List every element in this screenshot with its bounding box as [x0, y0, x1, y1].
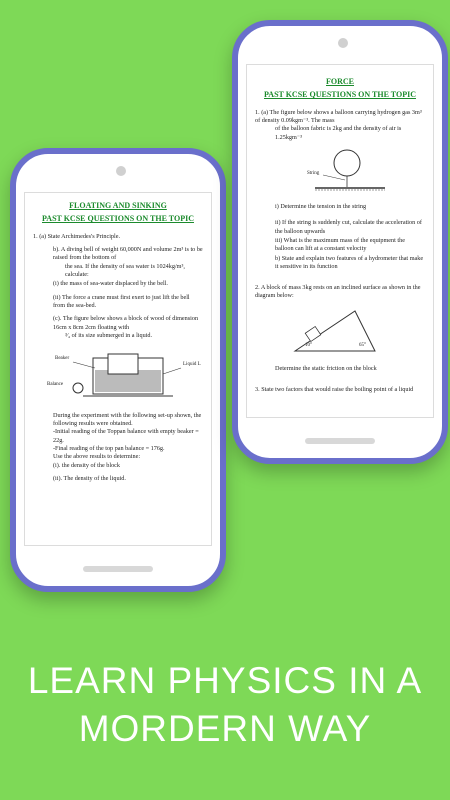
label-angle-right: 65°	[359, 343, 366, 349]
label-liquid: Liquid L	[183, 361, 201, 367]
doc-title: FORCE	[326, 77, 354, 86]
caption-line-2: MORDERN WAY	[78, 708, 372, 749]
label-angle-left: 10°	[305, 343, 312, 349]
question-text: (c). The figure below shows a block of wood of dimension 16cm x 8cm 2cm floating with	[53, 315, 199, 331]
question-text: Use the above results to determine:	[53, 453, 141, 461]
balloon-diagram	[255, 147, 425, 195]
question-text: 3. State two factors that would raise the boiling point of a liquid	[255, 385, 414, 393]
question-text: (ii) The force a crane must first exert to just lift the bell from the sea-bed.	[53, 293, 190, 310]
doc-title: FLOATING AND SINKING	[69, 201, 167, 210]
question-text: Determine the static friction on the block	[275, 365, 377, 373]
balloon-diagram-svg	[255, 147, 425, 195]
question-text: 1. (a) State Archimedes's Principle.	[33, 232, 121, 240]
caption-line-1: LEARN PHYSICS IN A	[27, 660, 423, 701]
question-text: of the balloon fabric is 2kg and the density of air is 1.25kgm⁻³	[275, 125, 402, 141]
beaker-diagram-svg	[33, 346, 203, 406]
document-force	[247, 65, 433, 394]
question-text: b) State and explain two features of a hydrometer that make it sensitive in its function	[275, 254, 424, 271]
document-floating-sinking	[25, 193, 211, 483]
question-text: (i). the density of the block	[53, 461, 121, 469]
question-text: During the experiment with the following set-up shown, the following results were obtained.	[53, 411, 202, 427]
doc-subtitle: PAST KCSE QUESTIONS ON THE TOPIC	[42, 213, 194, 223]
question-text: 2. A block of mass 3kg rests on an inclined surface as shown in the diagram below:	[255, 283, 421, 299]
question-text: (i) the mass of sea-water displaced by the bell.	[53, 280, 168, 288]
phone-left-screen[interactable]	[24, 192, 212, 546]
doc-subtitle: PAST KCSE QUESTIONS ON THE TOPIC	[264, 89, 416, 99]
label-balance: Balance	[47, 381, 64, 387]
beaker-balance-diagram	[33, 346, 203, 406]
phone-right	[232, 20, 448, 464]
label-beaker: Beaker	[55, 355, 70, 361]
question-text: -Final reading of the top pan balance = 176g.	[53, 444, 165, 452]
question-text: -Initial reading of the Toppan balance with empty beaker = 22g.	[53, 428, 199, 444]
question-text: iii) What is the maximum mass of the equipment the balloon can lift at a constant velocity	[275, 237, 405, 253]
question-text: (ii). The density of the liquid.	[53, 475, 126, 483]
question-text: b). A diving bell of weight 60,000N and volume 2m³ is to be raised from the bottom of	[53, 245, 203, 262]
incline-diagram-svg	[255, 305, 425, 355]
incline-diagram	[255, 305, 425, 355]
question-text: i) Determine the tension in the string	[275, 203, 367, 211]
phone-right-speaker	[338, 38, 348, 48]
phone-left	[10, 148, 226, 592]
phone-left-home-bar	[83, 566, 153, 572]
phone-right-screen[interactable]	[246, 64, 434, 418]
question-text: 1. (a) The figure below shows a balloon carrying hydrogen gas 3m³ of density 0.09kgm⁻³. The mass	[255, 108, 422, 124]
phone-right-home-bar	[305, 438, 375, 444]
label-string: String	[307, 171, 320, 177]
phone-left-speaker	[116, 166, 126, 176]
question-text: ³⁄₄ of its size submerged in a liquid.	[65, 332, 153, 340]
question-text: ii) If the string is suddenly cut, calculate the acceleration of the balloon upwards	[275, 219, 422, 235]
question-text: the sea. If the density of sea water is 1024kg/m³, calculate:	[65, 262, 185, 279]
